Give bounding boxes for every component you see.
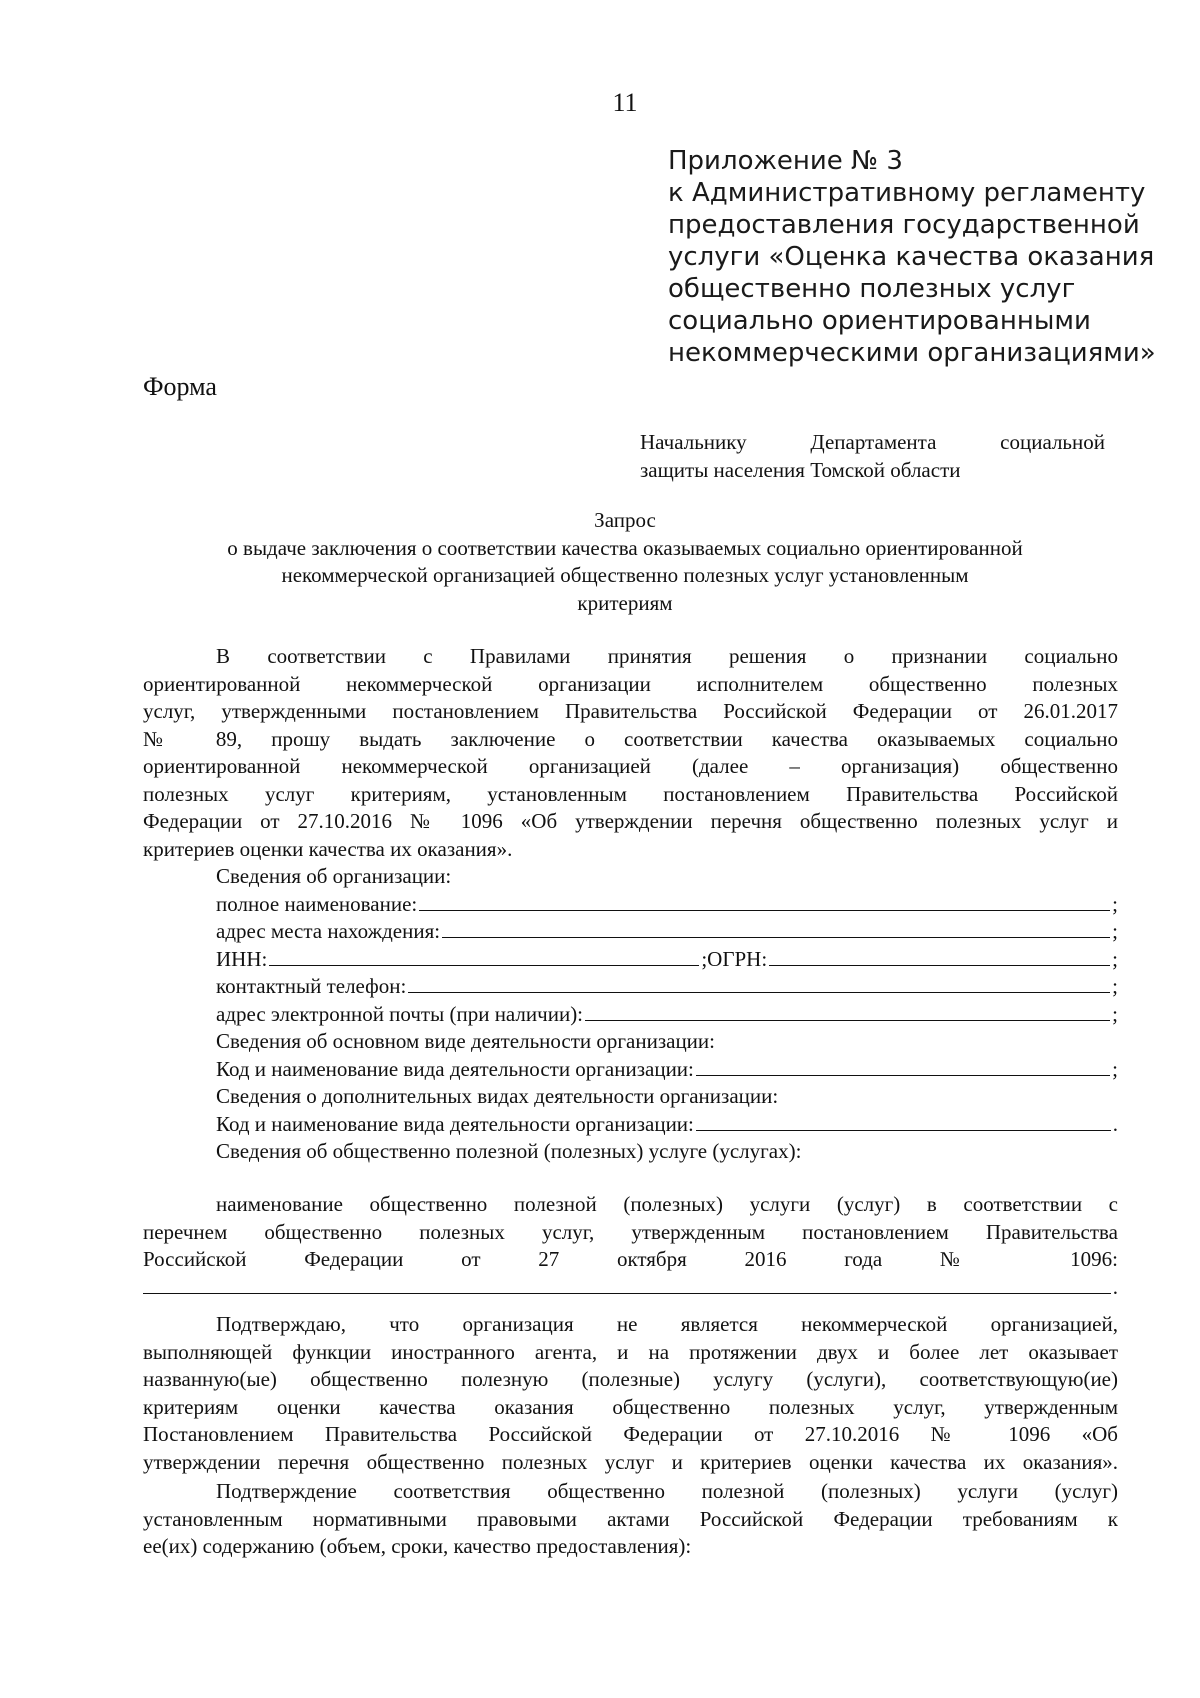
appendix-line: услуги «Оценка качества оказания xyxy=(668,242,1155,272)
field-label: полное наименование: xyxy=(216,891,418,916)
text-line: наименование общественно полезной (полезных) услуги (услуг) в соответствии с xyxy=(216,1192,1118,1216)
text-line: ее(их) содержанию (объем, сроки, качество предоставления): xyxy=(143,1534,692,1558)
field-terminator: . xyxy=(1112,1111,1118,1136)
text-line: установленным нормативными правовыми актами Российской Федерации требованиям к xyxy=(143,1506,1118,1531)
services-section xyxy=(143,1191,1118,1301)
field-label: контактный телефон: xyxy=(216,974,407,998)
appendix-block xyxy=(668,145,1156,369)
full-name-field[interactable] xyxy=(216,891,1118,919)
email-field[interactable] xyxy=(216,1001,1118,1029)
main-activity-field[interactable] xyxy=(216,1056,1118,1084)
services-heading: Сведения об общественно полезной (полезных) услуге (услугах): xyxy=(216,1139,802,1163)
text-line: названную(ые) общественно полезную (полезные) услугу (услуги), соответствующую(ие) xyxy=(143,1367,1118,1391)
addressee-word: Департамента xyxy=(810,430,937,454)
text-line: Федерации от 27.10.2016 № 1096 «Об утверждении перечня общественно полезных услуг и xyxy=(143,809,1118,833)
field-label: ИНН: xyxy=(216,946,268,971)
inn-ogrn-field[interactable] xyxy=(216,946,1118,974)
main-activity-heading: Сведения об основном виде деятельности организации: xyxy=(216,1029,715,1053)
ogrn-blank[interactable] xyxy=(769,947,1110,966)
org-heading: Сведения об организации: xyxy=(216,864,452,888)
text-line: Подтверждаю, что организация не является некоммерческой организацией, xyxy=(216,1312,1118,1336)
phone-field[interactable] xyxy=(216,973,1118,1001)
text-line: В соответствии с Правилами принятия решения о признании социально xyxy=(216,644,1118,668)
form-label: Форма xyxy=(143,372,217,401)
page-number: 11 xyxy=(612,88,638,117)
appendix-line: Приложение № 3 xyxy=(668,146,903,176)
addressee-block xyxy=(640,428,1105,484)
text-line: полезных услуг критериям, установленным постановлением Правительства Российской xyxy=(143,781,1118,806)
addressee-word: Начальнику xyxy=(640,430,747,454)
text-line: критериям оценки качества оказания общественно полезных услуг, утвержденным xyxy=(143,1394,1118,1419)
address-field[interactable] xyxy=(216,918,1118,946)
field-terminator: ; xyxy=(1112,974,1118,998)
text-line: выполняющей функции иностранного агента, и на протяжении двух и более лет оказывает xyxy=(143,1339,1118,1364)
field-terminator: ; xyxy=(1112,919,1118,943)
services-blank[interactable] xyxy=(143,1275,1111,1294)
body-paragraph xyxy=(143,643,1118,863)
appendix-line: социально ориентированными xyxy=(668,306,1091,336)
main-activity-blank[interactable] xyxy=(696,1057,1110,1076)
field-label: ;ОГРН: xyxy=(701,946,768,971)
text-line: Российской Федерации от 27 октября 2016 года № 1096: xyxy=(143,1247,1118,1271)
extra-activity-field[interactable] xyxy=(216,1111,1118,1139)
text-line: № 89, прошу выдать заключение о соответствии качества оказываемых социально xyxy=(143,726,1118,751)
appendix-line: к Административному регламенту xyxy=(668,178,1146,208)
addressee-word: социальной xyxy=(1000,430,1105,454)
extra-activity-blank[interactable] xyxy=(696,1112,1111,1131)
appendix-line: общественно полезных услуг xyxy=(668,274,1076,304)
text-line: перечнем общественно полезных услуг, утвержденным постановлением Правительства xyxy=(143,1219,1118,1244)
confirm-paragraph xyxy=(143,1311,1118,1476)
text-line: Постановлением Правительства Российской Федерации от 27.10.2016 № 1096 «Об xyxy=(143,1422,1118,1446)
appendix-line: некоммерческими организациями» xyxy=(668,338,1156,368)
field-terminator: ; xyxy=(1112,1056,1118,1081)
field-label: адрес электронной почты (при наличии): xyxy=(216,1001,584,1026)
field-label: адрес места нахождения: xyxy=(216,919,441,943)
confirm-paragraph-2 xyxy=(143,1478,1118,1561)
request-title-line: некоммерческой организацией общественно полезных услуг установленным xyxy=(281,563,969,587)
inn-blank[interactable] xyxy=(269,947,699,966)
org-section xyxy=(143,863,1118,1166)
request-heading: Запрос xyxy=(594,508,656,532)
field-terminator: ; xyxy=(1112,1001,1118,1026)
addressee-line: защиты населения Томской области xyxy=(640,458,961,482)
field-terminator: ; xyxy=(1112,891,1118,916)
extra-activity-heading: Сведения о дополнительных видах деятельности организации: xyxy=(216,1084,779,1108)
address-blank[interactable] xyxy=(442,919,1110,938)
full-name-blank[interactable] xyxy=(419,892,1110,911)
field-terminator: ; xyxy=(1112,946,1118,971)
request-title-line: критериям xyxy=(577,591,673,615)
text-line: Подтверждение соответствия общественно полезной (полезных) услуги (услуг) xyxy=(216,1479,1118,1503)
field-label: Код и наименование вида деятельности организации: xyxy=(216,1111,694,1136)
appendix-line: предоставления государственной xyxy=(668,210,1140,240)
text-line: ориентированной некоммерческой организацией (далее – организация) общественно xyxy=(143,754,1118,778)
field-terminator: . xyxy=(1112,1274,1118,1299)
text-line: услуг, утвержденными постановлением Правительства Российской Федерации от 26.01.2017 xyxy=(143,699,1118,723)
text-line: ориентированной некоммерческой организации исполнителем общественно полезных xyxy=(143,671,1118,696)
phone-blank[interactable] xyxy=(408,974,1110,993)
email-blank[interactable] xyxy=(585,1002,1110,1021)
field-label: Код и наименование вида деятельности организации: xyxy=(216,1056,694,1081)
text-line: утверждении перечня общественно полезных услуг и критериев оценки качества их оказания». xyxy=(143,1449,1118,1474)
services-field[interactable] xyxy=(143,1274,1118,1302)
request-title-line: о выдаче заключения о соответствии качества оказываемых социально ориентированной xyxy=(227,536,1023,560)
text-line: критериев оценки качества их оказания». xyxy=(143,836,513,861)
